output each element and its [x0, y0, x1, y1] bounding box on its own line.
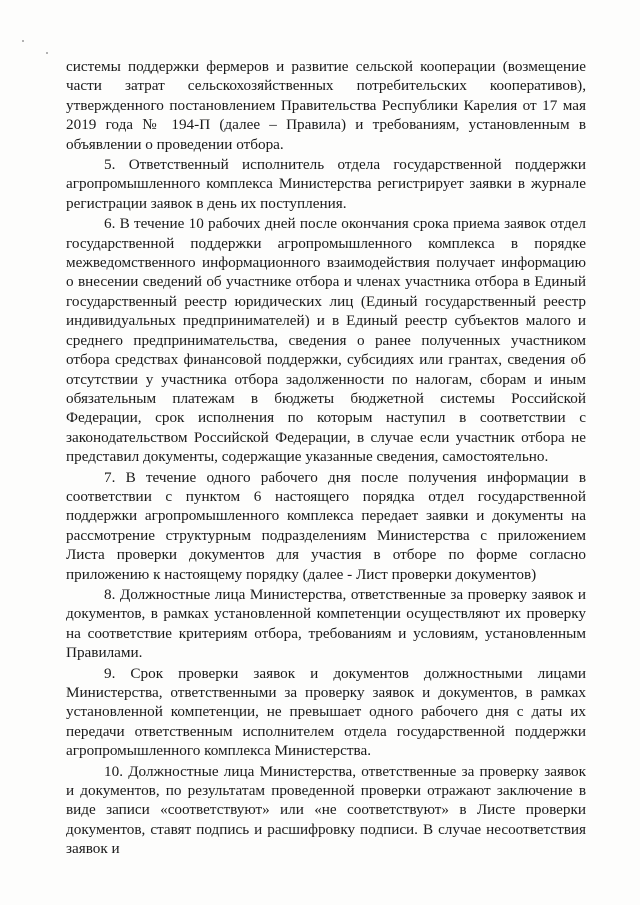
- scan-speck: [46, 52, 48, 54]
- document-body: [66, 57, 586, 859]
- scan-speck: [22, 40, 24, 42]
- paragraph-item-10: 10. Должностные лица Министерства, ответственные за проверку заявок и документов, по результатам проведенной проверки отражают заключение в виде записи «соответствуют» или «не соответствуют» в Листе проверки документов, ставят подпись и расшифровку подписи. В случае несоответствия заявок и: [66, 762, 586, 858]
- paragraph-continuation: системы поддержки фермеров и развитие сельской кооперации (возмещение части затрат сельскохозяйственных потребительских кооперативов), утвержденного постановлением Правительства Республики Карелия от 17 мая 2019 года № 194-П (далее – Правила) и требованиям, установленным в объявлении о проведении отбора.: [66, 58, 586, 153]
- paragraph-item-8: 8. Должностные лица Министерства, ответственные за проверку заявок и документов, в рамках установленной компетенции осуществляют их проверку на соответствие критериям отбора, требованиям и условиям, установленным Правилами.: [66, 585, 586, 662]
- paragraph-item-5: 5. Ответственный исполнитель отдела государственной поддержки агропромышленного комплекса Министерства регистрирует заявки в журнале регистрации заявок в день их поступления.: [66, 156, 586, 212]
- paragraph-item-9: 9. Срок проверки заявок и документов должностными лицами Министерства, ответственными за проверку заявок и документов, в рамках установленной компетенции, не превышает одного рабочего дня с даты их передачи ответственным исполнителем отдела государственной поддержки агропромышленного комплекса Министерства.: [66, 664, 586, 760]
- paragraph-item-7: 7. В течение одного рабочего дня после получения информации в соответствии с пунктом 6 настоящего порядка отдел государственной поддержки агропромышленного комплекса передает заявки и документы на рассмотрение структурным подразделениям Министерства с приложением Листа проверки документов для участия в отборе по форме согласно приложению к настоящему порядку (далее - Лист проверки документов): [66, 468, 586, 583]
- paragraph-item-6: 6. В течение 10 рабочих дней после окончания срока приема заявок отдел государственной поддержки агропромышленного комплекса в порядке межведомственного информационного взаимодействия получает информацию о внесении сведений об участнике отбора и членах участника отбора в Единый государственный реестр юридических лиц (Единый государственный реестр индивидуальных предпринимателей) и в Единый реестр субъектов малого и среднего предпринимательства, сведения о ранее полученных участником отбора средствах финансовой поддержки, субсидиях или грантах, сведения об отсутствии у участника отбора задолженности по налогам, сборам и иным обязательным платежам в бюджеты бюджетной системы Российской Федерации, срок исполнения по которым наступил в соответствии с законодательством Российской Федерации, в случае если участник отбора не представил документы, содержащие указанные сведения, самостоятельно.: [66, 215, 586, 466]
